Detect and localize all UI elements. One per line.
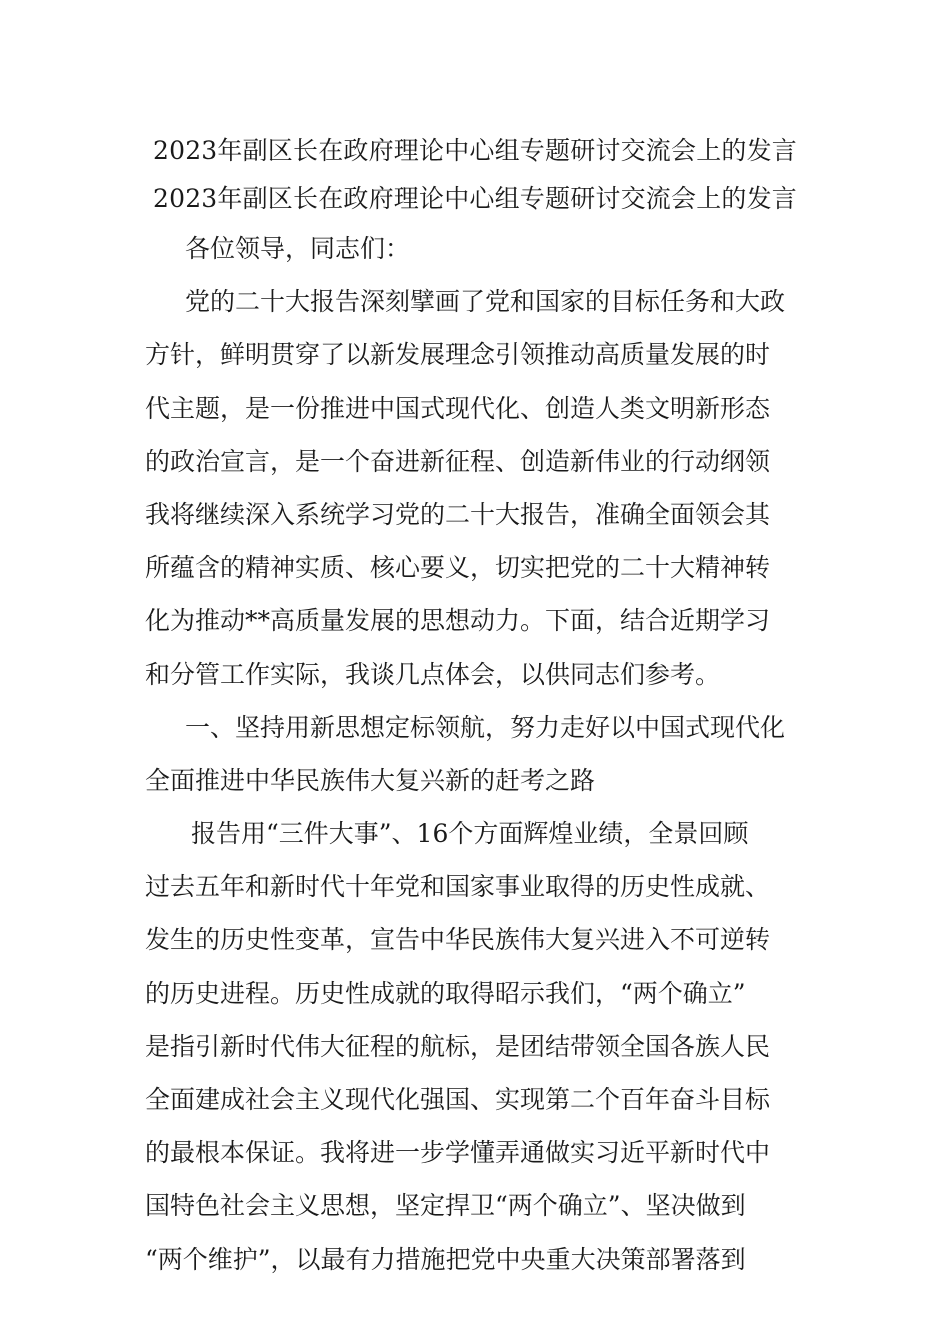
document-title-repeat: 2023年副区长在政府理论中心组专题研讨交流会上的发言 [152,184,798,213]
paragraph-line: 发生的历史性变革，宣告中华民族伟大复兴进入不可逆转 [145,925,771,955]
document-body [145,222,807,1286]
paragraph-line: “两个维护”，以最有力措施把党中央重大决策部署落到 [145,1244,746,1274]
paragraph-line: 的历史进程。历史性成就的取得昭示我们，“两个确立” [145,978,746,1008]
paragraph-line: 党的二十大报告深刻擘画了党和国家的目标任务和大政 [185,287,786,317]
salutation: 各位领导，同志们： [185,234,411,263]
paragraph-line: 我将继续深入系统学习党的二十大报告，准确全面领会其 [145,499,771,529]
paragraph-line: 方针，鲜明贯穿了以新发展理念引领推动高质量发展的时 [145,340,771,370]
paragraph-line: 报告用“三件大事”、16个方面辉煌业绩，全景回顾 [191,819,749,849]
paragraph-line: 所蕴含的精神实质、核心要义，切实把党的二十大精神转 [145,553,771,583]
section-heading: 一、坚持用新思想定标领航，努力走好以中国式现代化 [185,712,786,742]
paragraph-line: 化为推动**高质量发展的思想动力。下面，结合近期学习 [145,606,771,636]
paragraph-line: 代主题，是一份推进中国式现代化、创造人类文明新形态 [145,393,771,423]
paragraph-line: 国特色社会主义思想，坚定捍卫“两个确立”、坚决做到 [145,1191,746,1221]
paragraph-line: 的最根本保证。我将进一步学懂弄通做实习近平新时代中 [145,1138,771,1168]
paragraph-line: 是指引新时代伟大征程的航标，是团结带领全国各族人民 [145,1031,771,1061]
paragraph-line: 过去五年和新时代十年党和国家事业取得的历史性成就、 [145,872,771,902]
paragraph-line: 和分管工作实际，我谈几点体会，以供同志们参考。 [145,659,721,689]
paragraph-line: 全面建成社会主义现代化强国、实现第二个百年奋斗目标 [145,1085,771,1114]
document-title: 2023年副区长在政府理论中心组专题研讨交流会上的发言 [152,136,798,165]
paragraph-line: 的政治宣言，是一个奋进新征程、创造新伟业的行动纲领 [145,446,771,476]
section-heading: 全面推进中华民族伟大复兴新的赶考之路 [145,765,596,795]
